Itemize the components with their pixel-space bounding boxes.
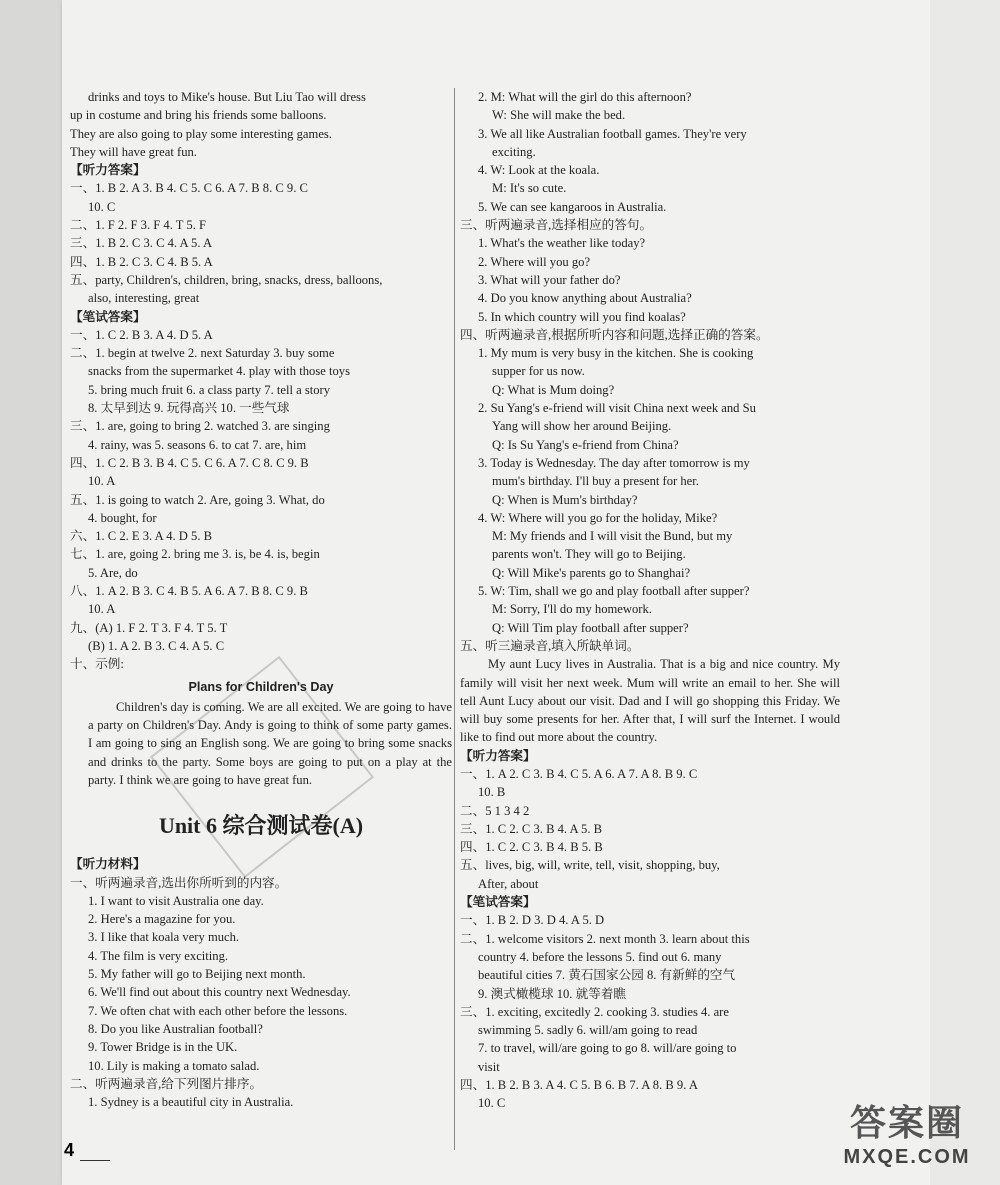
answer-line: also, interesting, great: [88, 291, 200, 306]
essay-text: Children's day is coming. We are all excited. We are going to have a party on Children's Day. Andy is going to think of some party games. I am going to sing an English song. We are going to bring some snacks and drinks to the party. Some boys are going to put on a play at the party. I think we are going to have great fun.: [88, 699, 452, 787]
page-number: 4: [64, 1140, 75, 1160]
answer-line: 四、1. B 2. B 3. A 4. C 5. B 6. B 7. A 8. B 9. A: [460, 1078, 698, 1093]
answer-line: 五、party, Children's, children, bring, snacks, dress, balloons,: [70, 272, 383, 287]
list-item: 2. Where will you go?: [478, 254, 591, 269]
written-answers-header: 【笔试答案】: [70, 309, 146, 324]
column-divider: [454, 88, 455, 1150]
answer-line: 9. 澳式橄榄球 10. 就等着瞧: [478, 986, 626, 1001]
answer-line: 二、1. begin at twelve 2. next Saturday 3. buy some: [70, 346, 335, 361]
section-title: 一、听两遍录音,选出你所听到的内容。: [70, 875, 288, 890]
answer-line: 二、5 1 3 4 2: [460, 803, 530, 818]
list-item: 4. W: Where will you go for the holiday, Mike?: [478, 510, 718, 525]
list-item: Yang will show her around Beijing.: [492, 419, 672, 434]
page-edge: [930, 0, 1000, 1185]
answer-line: 一、1. B 2. A 3. B 4. C 5. C 6. A 7. B 8. C 9. C: [70, 181, 308, 196]
answer-line: 三、1. are, going to bring 2. watched 3. are singing: [70, 419, 330, 434]
list-item: 4. Do you know anything about Australia?: [478, 291, 692, 306]
listening-answers-header: 【听力答案】: [460, 748, 536, 763]
list-item: 2. M: What will the girl do this afternoon?: [478, 90, 692, 104]
answer-line: beautiful cities 7. 黄石国家公园 8. 有新鲜的空气: [478, 968, 736, 983]
watermark-top: 答案圈: [849, 1102, 964, 1143]
answer-line: 二、1. F 2. F 3. F 4. T 5. F: [70, 218, 207, 233]
list-item: 1. I want to visit Australia one day.: [88, 893, 264, 908]
list-item: Q: Is Su Yang's e-friend from China?: [492, 437, 679, 452]
list-item: 10. Lily is making a tomato salad.: [88, 1058, 260, 1073]
list-item: M: My friends and I will visit the Bund, but my: [492, 529, 733, 544]
list-item: 5. My father will go to Beijing next month.: [88, 967, 306, 982]
answer-line: visit: [478, 1059, 500, 1074]
list-item: 9. Tower Bridge is in the UK.: [88, 1040, 238, 1055]
right-column: [460, 88, 840, 1113]
list-item: 1. My mum is very busy in the kitchen. She is cooking: [478, 346, 754, 361]
answer-line: 8. 太早到达 9. 玩得高兴 10. 一些气球: [88, 401, 290, 416]
answer-line: 三、1. exciting, excitedly 2. cooking 3. studies 4. are: [460, 1004, 729, 1019]
section-title: 二、听两遍录音,给下列图片排序。: [70, 1076, 263, 1091]
answer-line: 四、1. C 2. C 3. B 4. B 5. B: [460, 840, 603, 855]
cloze-passage: My aunt Lucy lives in Australia. That is a big and nice country. My family will visit her next week. Mum will write an email to her. She will tell Aunt Lucy about our visit. Dad and I will go shopping this Friday. We will buy some presents for her. After that, I will surf the Internet. I would like to find out more about the country.: [460, 657, 840, 745]
watermark-logo: [822, 1095, 992, 1175]
top-lines: [70, 88, 452, 161]
answer-line: 10. A: [88, 474, 116, 489]
answer-line: 三、1. C 2. C 3. B 4. A 5. B: [460, 821, 603, 836]
text-line: They are also going to play some interesting games.: [70, 126, 332, 141]
answer-line: After, about: [478, 876, 539, 891]
answer-line: 三、1. B 2. C 3. C 4. A 5. A: [70, 236, 213, 251]
answer-line: 4. rainy, was 5. seasons 6. to cat 7. are, him: [88, 437, 307, 452]
answer-line: 10. B: [478, 785, 506, 800]
section-title: 四、听两遍录音,根据所听内容和问题,选择正确的答案。: [460, 327, 769, 342]
list-item: mum's birthday. I'll buy a present for her.: [492, 474, 699, 489]
list-item: 3. I like that koala very much.: [88, 930, 240, 945]
answer-line: 一、1. C 2. B 3. A 4. D 5. A: [70, 327, 213, 342]
answer-line: 10. C: [88, 199, 116, 214]
listening-answers-header: 【听力答案】: [70, 163, 146, 178]
answer-line: (B) 1. A 2. B 3. C 4. A 5. C: [88, 638, 225, 653]
answer-line: 五、1. is going to watch 2. Are, going 3. What, do: [70, 492, 325, 507]
list-item: 1. What's the weather like today?: [478, 236, 646, 251]
list-item: 4. W: Look at the koala.: [478, 163, 600, 178]
text-line: They will have great fun.: [70, 144, 197, 159]
list-item: Q: Will Mike's parents go to Shanghai?: [492, 565, 691, 580]
answer-line: 四、1. C 2. B 3. B 4. C 5. C 6. A 7. C 8. C 9. B: [70, 455, 309, 470]
list-item: parents won't. They will go to Beijing.: [492, 547, 686, 562]
answer-line: 八、1. A 2. B 3. C 4. B 5. A 6. A 7. B 8. C 9. B: [70, 584, 308, 599]
list-item: 4. The film is very exciting.: [88, 948, 229, 963]
left-column: [70, 88, 452, 1111]
text-line: up in costume and bring his friends some balloons.: [70, 108, 327, 123]
list-item: 1. Sydney is a beautiful city in Australia.: [88, 1095, 294, 1110]
section-title: 五、听三遍录音,填入所缺单词。: [460, 638, 640, 653]
list-item: supper for us now.: [492, 364, 585, 379]
answer-line: country 4. before the lessons 5. find out 6. many: [478, 949, 722, 964]
answer-line: 九、(A) 1. F 2. T 3. F 4. T 5. T: [70, 620, 228, 635]
unit-title: Unit 6 综合测试卷(A): [158, 813, 364, 839]
section-title: 三、听两遍录音,选择相应的答句。: [460, 218, 653, 233]
answer-line: 四、1. B 2. C 3. C 4. B 5. A: [70, 254, 213, 269]
list-item: W: She will make the bed.: [492, 108, 626, 123]
answer-line: 4. bought, for: [88, 510, 157, 525]
answer-line: 六、1. C 2. E 3. A 4. D 5. B: [70, 529, 213, 544]
answer-line: 二、1. welcome visitors 2. next month 3. learn about this: [460, 931, 750, 946]
list-item: M: Sorry, I'll do my homework.: [492, 602, 652, 617]
answer-line: 10. C: [478, 1096, 506, 1111]
answer-line: 一、1. A 2. C 3. B 4. C 5. A 6. A 7. A 8. B 9. C: [460, 766, 698, 781]
list-item: 5. In which country will you find koalas?: [478, 309, 686, 324]
answer-line: 10. A: [88, 602, 116, 617]
answer-line: 一、1. B 2. D 3. D 4. A 5. D: [460, 913, 605, 928]
list-item: exciting.: [492, 144, 536, 159]
list-item: Q: What is Mum doing?: [492, 382, 615, 397]
answer-line: 十、示例:: [70, 657, 124, 672]
list-item: M: It's so cute.: [492, 181, 567, 196]
answer-line: swimming 5. sadly 6. will/am going to read: [478, 1023, 698, 1038]
list-item: 3. What will your father do?: [478, 272, 621, 287]
text-line: drinks and toys to Mike's house. But Liu Tao will dress: [88, 90, 366, 104]
answer-line: snacks from the supermarket 4. play with those toys: [88, 364, 350, 379]
list-item: Q: Will Tim play football after supper?: [492, 620, 689, 635]
watermark-bottom: MXQE.COM: [843, 1146, 971, 1168]
answer-line: 5. bring much fruit 6. a class party 7. tell a story: [88, 382, 331, 397]
list-item: Q: When is Mum's birthday?: [492, 492, 638, 507]
list-item: 8. Do you like Australian football?: [88, 1021, 263, 1036]
answer-line: 五、lives, big, will, write, tell, visit, shopping, buy,: [460, 858, 720, 873]
written-answers-header: 【笔试答案】: [460, 895, 536, 910]
essay-title: Plans for Children's Day: [188, 679, 334, 694]
listening-material-header: 【听力材料】: [70, 857, 146, 872]
list-item: 7. We often chat with each other before the lessons.: [88, 1003, 348, 1018]
list-item: 3. Today is Wednesday. The day after tomorrow is my: [478, 455, 750, 470]
page-number-rule: [80, 1160, 110, 1161]
list-item: 2. Here's a magazine for you.: [88, 912, 236, 927]
list-item: 3. We all like Australian football games. They're very: [478, 126, 747, 141]
answer-line: 5. Are, do: [88, 565, 138, 580]
list-item: 5. We can see kangaroos in Australia.: [478, 199, 667, 214]
answer-line: 七、1. are, going 2. bring me 3. is, be 4. is, begin: [70, 547, 320, 562]
list-item: 2. Su Yang's e-friend will visit China next week and Su: [478, 401, 756, 416]
answer-line: 7. to travel, will/are going to go 8. will/are going to: [478, 1041, 737, 1056]
list-item: 6. We'll find out about this country next Wednesday.: [88, 985, 351, 1000]
list-item: 5. W: Tim, shall we go and play football after supper?: [478, 584, 750, 599]
